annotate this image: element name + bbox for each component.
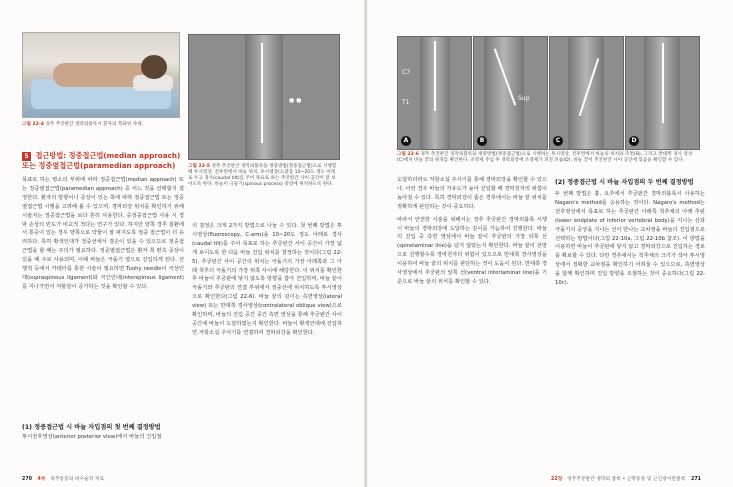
subhead-method-1: (1) 정중접근법 시 바늘 자입점의 첫 번째 결정방법 [22, 424, 161, 431]
left-page [0, 0, 366, 487]
left-column-text: 목표로 하는 병소의 부위에 따라 정중접근법(median approach) 또는 정중옆접근법(paramedian approach) 중 어느 것을 선택할지 결정한다. 환자의 방향이나 증상이 있는 쪽에 따라 정중접근법 또는 정중옆접근법 시행을 고려해 볼 수 있으며, 경막외강 위치를 확인하기 위해 시술자는 정중접근법을 보다 흔히 사용한다. 중정중접근법 사용 시 경막 손상의 빈도가 비교적 적다는 연구가 있다. 하지만 양쪽 경추 질환에서 통증이 있는 경우 양쪽으로 약물이 잘 퍼지도록 정중 접근법이 더 유리하다. 특히 황색인대가 정중선에서 결손이 있을 수 있으므로 정중접근법을 할 때는 주의가 필요하다. 정중옆접근법은 환자 쪽 편측 증상이 있을 때 주로 사용되며, 이때 바늘은 극돌기 옆으로 진입하게 된다. 선행적 등에서 카테터를 통한 시술이 필요하면 Tuohy needle이 극상인대(supraspinous ligament)와 극간인대(interspinous ligament)를 지나가면서 저항감이 증가하는 것을 확인할 수 있다. [22, 177, 184, 290]
figure-22-4-caption [22, 122, 182, 128]
xray-panel-b: Sup B [473, 36, 548, 150]
section-badge: 5 [22, 152, 31, 161]
figure-22-5-caption: 그림 22-5 경추 추궁판간 경막외블록을 정중방법(정중접근법)으로 시행할 때 투시영상. 전후면에서 바늘 위치, 투시영상(도달을 10~20도 정도 아래로 두고 경사(caudal tilt)를 주어 목표로 하는 추궁판간 사이 공간이 잘 보이도록 한다. 바늘이 극돌기(spinous process) 중앙에 위치하도록 한다. [188, 164, 337, 187]
xray-panel-d: D [625, 36, 700, 150]
left-footer: 270 4부 척추통증의 비수술적 치료 [22, 477, 105, 482]
section-heading [22, 151, 188, 171]
left-column-tail: 투시전후영상(anterior posterior view)에서 바늘의 진입점 [22, 434, 162, 440]
right-footer: 22장 경추추궁판간 경막외 블록 • 근막동통 및 근긴장이완블록 271 [551, 477, 701, 482]
right-column-1-text: 도달하더라도 저항소실 주사기를 통해 경막외강을 확인할 수 있으나, 이런 경우 바늘의 자유도가 높아 진입할 때 경막천자의 위험이 높아질 수 있다. 특히 경막외강이 좁은 경추에서는 바늘 끝 위치를 정확하게 판단하는 것이 중요하다. 따라서 안전한 시술을 위해서는 경추 추궁판간 경막외블록 시행 시 바늘의 경막외강에 도달하는 깊이를 가늠하여 진행한다. 바늘의 진입 중 측면 영상에서 바늘 끝이 추궁판의 가장 뒤쪽 선(spinolaminar line)을 넘지 않았는지 확인한다. 바늘 끝이 전방으로 진행할수록 경막천자의 위험이 있으므로 반대쪽 경사영상을 이용하여 바늘 끝의 위치를 판단하는 것이 도움이 된다. 반대쪽 경사영상에서 추궁판의 앞쪽 선(ventral interlaminar line)을 기준으로 바늘 끝의 위치를 확인할 수 있다. [397, 177, 547, 285]
section-title: 접근방법: 정중접근법(median approach) 또는 정중옆접근법(paramedian approach) [22, 151, 181, 170]
right-page [367, 0, 733, 487]
xray-figure-22-5: ● ● [188, 34, 340, 160]
subhead-method-2: (2) 정중접근법 시 바늘 자입점의 두 번째 결정방법 [555, 179, 694, 186]
xray-panel-a: C7 T1 A [397, 36, 472, 150]
figure-22-6-caption: 그림 22-6 경추 추궁판간 경막외블록을 정중방법(정중접근법)으로 시행하는 투시영상. 전후면에서 바늘의 위치와 측면(B), 그리고 반대쪽 경사 영상(C)에서 바늘 끝의 위치를 확인한다. 조영제 주입 후 경막외강에 조영제가 퍼진 모습(D). 바늘 끝이 추궁판간 사이 공간에 있음을 확인할 수 있다. [397, 152, 693, 163]
figure-number: 그림 22-4 [22, 122, 44, 127]
xray-panel-c: C [549, 36, 624, 150]
center-left-column-text: 의 결정은 크게 2가지 방법으로 나눌 수 있다. 첫 번째 방법은 투시영상(fluoroscopy, C-arm)을 10~20도 정도 아래로 경사(caudal tilt)를 주어 목표로 하는 추궁판간 사이 공간이 가장 넓게 보이도록 한 다음 바늘 진입 위치를 결정하는 것이다(그림 22-5). 추궁판간 사이 공간의 위치는 극돌기의 가장 아래쪽과 그 아래 척추의 극돌기의 가장 위쪽 사이에 해당한다. 이 위치를 확인한 후 바늘이 추궁판에 닿지 않도록 방향을 잡아 진입하며, 바늘 끝이 극돌기와 추궁판의 연결 부위에서 정중선에 위치하도록 투시영상으로 확인한다(그림 22-6). 바늘 끝의 깊이는 측면영상(lateral view) 또는 반대쪽 경사영상(contralateral oblique view)으로 확인하며, 바늘의 진입 중간 중간 측면 영상을 통해 추궁판간 사이 공간에 바늘이 도달하였는지 확인한다. 바늘이 황색인대에 진입하면 저항소실 주사기를 연결하여 경막외강을 확인한다. [192, 223, 342, 336]
figure-caption-text: 경추 추궁판간 경막외블록시 환자의 복와위 자세. [45, 122, 143, 127]
patient-prone-photo [22, 32, 180, 118]
right-column-2-text: 두 번째 방법은 흉, 요추에서 추궁판간 경막외블록시 사용하는 Nagaro's method를 응용하는 것이다. Nagaro's method는 전후영상에서 목표로 하는 추궁판간 아래쪽 척추체의 아래 추판(lower endplate of inferior vertebral body)을 지나는 선과 극돌기의 중앙을 지나는 선이 만나는 교차점을 바늘의 진입점으로 선택하는 방법이다(그림 22-10a, 그림 22-10b 참조). 이 방법을 이용하면 바늘이 추궁판에 닿지 않고 경막외강으로 진입하는 경로를 확보할 수 있다. 다만 경추에서는 척추체의 크기가 작아 투시영상에서 정확한 교차점을 확인하기 어려울 수 있으므로, 측면영상을 함께 확인하며 진입 방향을 조절하는 것이 중요하다(그림 22-10c). [555, 191, 705, 287]
